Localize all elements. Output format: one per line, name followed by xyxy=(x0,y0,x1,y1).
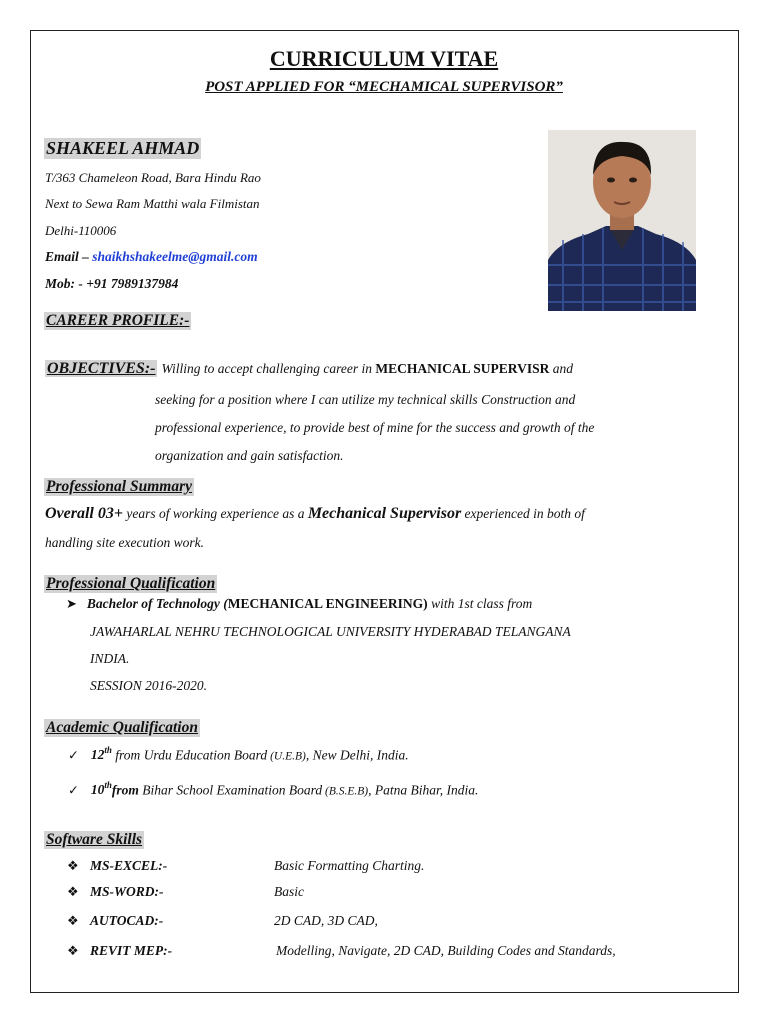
degree-branch: MECHANICAL ENGINEERING) xyxy=(227,596,428,611)
university-country: INDIA. xyxy=(90,651,130,666)
academic-item xyxy=(68,780,478,799)
address-line-2: Next to Sewa Ram Matthi wala Filmistan xyxy=(45,196,260,211)
academic-board: Urdu Education Board xyxy=(143,747,268,763)
diamond-bullet-icon: ❖ xyxy=(67,858,79,873)
professional-qualification-heading: Professional Qualification xyxy=(46,575,216,592)
academic-level-sup: th xyxy=(104,745,112,755)
summary-text-2: experienced in both of xyxy=(461,506,585,521)
skill-value: Basic xyxy=(274,884,304,899)
mobile-number: Mob: - +91 7989137984 xyxy=(45,276,179,291)
academic-location: , New Delhi, India. xyxy=(305,747,409,763)
academic-from: from xyxy=(111,782,143,798)
academic-level: 10 xyxy=(90,782,105,798)
summary-text-1: years of working experience as a xyxy=(123,506,308,521)
degree-name: Bachelor of Technology ( xyxy=(86,596,228,611)
email-label: Email – xyxy=(45,249,93,264)
degree-session: SESSION 2016-2020. xyxy=(90,678,207,693)
objectives-line-4: organization and gain satisfaction. xyxy=(155,448,344,463)
skill-value: Basic Formatting Charting. xyxy=(274,858,425,873)
software-skills-heading: Software Skills xyxy=(46,831,143,848)
academic-qualification-heading: Academic Qualification xyxy=(46,719,198,736)
degree-row xyxy=(66,595,532,613)
professional-summary-heading: Professional Summary xyxy=(46,478,192,495)
academic-level-sup: th xyxy=(104,780,112,790)
objectives-intro: Willing to accept challenging career in xyxy=(161,361,376,376)
diamond-bullet-icon: ❖ xyxy=(67,913,79,928)
diamond-bullet-icon: ❖ xyxy=(67,884,79,899)
check-icon: ✓ xyxy=(68,782,79,798)
person-photo-icon xyxy=(548,130,696,311)
address-line-3: Delhi-110006 xyxy=(45,223,117,238)
skill-value: 2D CAD, 3D CAD, xyxy=(274,913,378,928)
academic-level: 12 xyxy=(90,747,105,763)
summary-line-1 xyxy=(45,505,585,523)
university-name: JAWAHARLAL NEHRU TECHNOLOGICAL UNIVERSITY HYDERABAD TELANGANA xyxy=(90,624,571,639)
post-applied: POST APPLIED FOR “MECHAMICAL SUPERVISOR” xyxy=(205,79,563,95)
skill-name: AUTOCAD:- xyxy=(90,913,164,928)
summary-overall: Overall 03+ xyxy=(45,505,123,522)
skill-name: MS-WORD:- xyxy=(90,884,164,899)
arrow-bullet-icon: ➤ xyxy=(66,596,77,611)
skill-name: REVIT MEP:- xyxy=(90,943,173,958)
academic-board: Bihar School Examination Board xyxy=(142,782,323,798)
academic-location: , Patna Bihar, India. xyxy=(368,782,479,798)
objectives-line-3: professional experience, to provide best of mine for the success and growth of the xyxy=(155,420,595,435)
academic-from: from xyxy=(111,747,144,763)
profile-photo xyxy=(548,130,696,311)
career-profile-heading: CAREER PROFILE:- xyxy=(46,312,190,329)
skill-value: Modelling, Navigate, 2D CAD, Building Codes and Standards, xyxy=(276,943,616,958)
diamond-bullet-icon: ❖ xyxy=(67,943,79,958)
check-icon: ✓ xyxy=(68,747,79,763)
email-row xyxy=(45,249,258,265)
address-line-1: T/363 Chameleon Road, Bara Hindu Rao xyxy=(45,170,261,185)
skill-name: MS-EXCEL:- xyxy=(90,858,168,873)
objectives-row xyxy=(45,360,573,378)
academic-board-abbr: (B.S.E.B) xyxy=(322,785,369,798)
objectives-and: and xyxy=(549,361,573,376)
objectives-role: MECHANICAL SUPERVISR xyxy=(375,361,550,376)
objectives-label: OBJECTIVES:- xyxy=(47,360,156,377)
email-link[interactable]: shaikhshakeelme@gmail.com xyxy=(92,249,258,264)
summary-line-2: handling site execution work. xyxy=(45,535,204,550)
academic-item xyxy=(68,745,409,764)
degree-class: with 1st class from xyxy=(427,596,533,611)
objectives-line-2: seeking for a position where I can utilize my technical skills Construction and xyxy=(155,392,576,407)
document-title: CURRICULUM VITAE xyxy=(269,46,499,71)
summary-role: Mechanical Supervisor xyxy=(307,505,462,522)
academic-board-abbr: (U.E.B) xyxy=(267,750,306,763)
candidate-name: SHAKEEL AHMAD xyxy=(46,138,200,158)
